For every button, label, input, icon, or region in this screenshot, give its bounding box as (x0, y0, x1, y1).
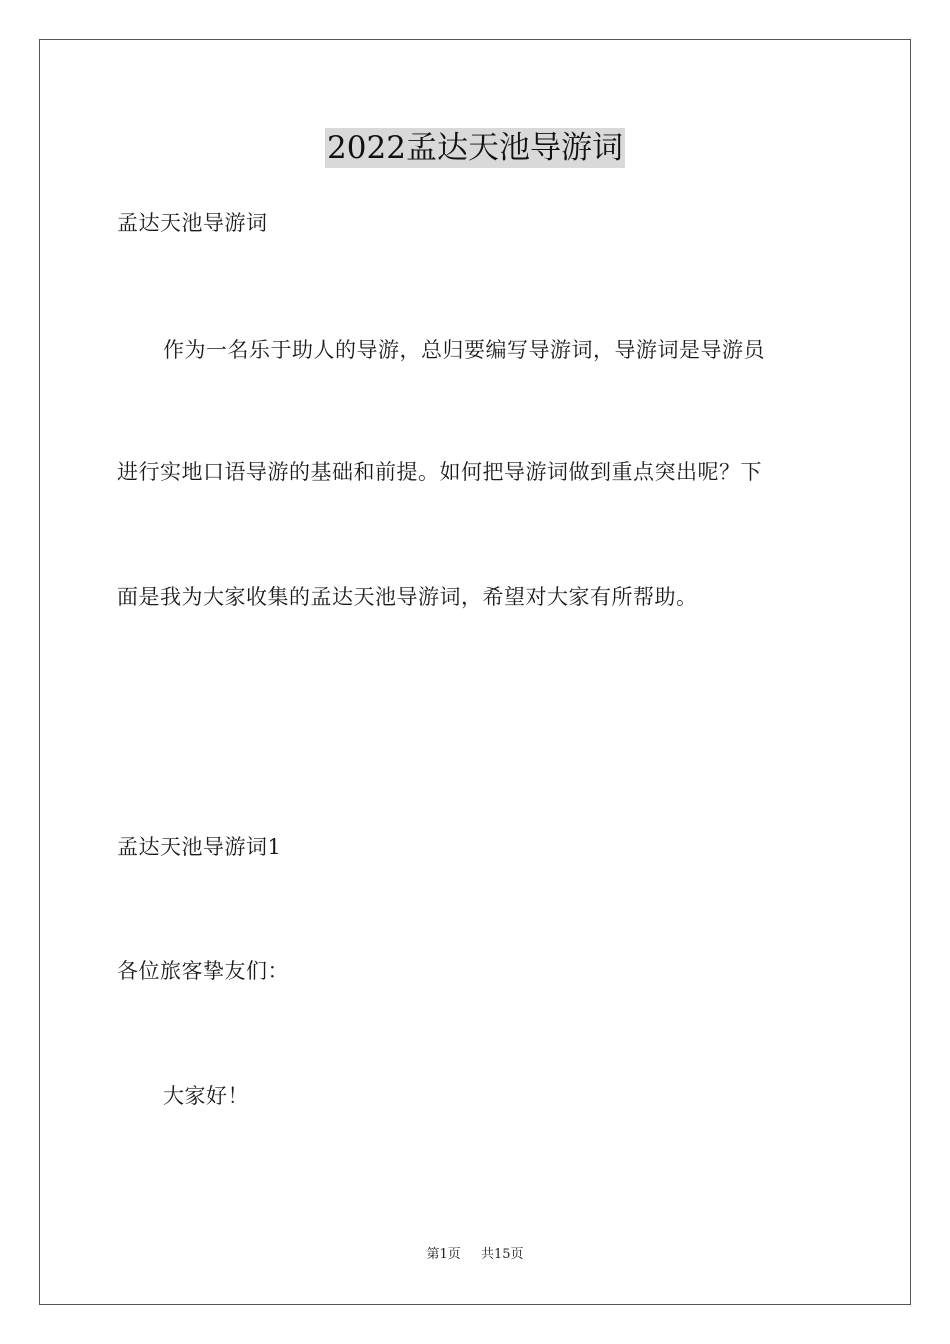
paragraph-line-1: 作为一名乐于助人的导游，总归要编写导游词，导游词是导游员 (163, 338, 765, 362)
page-number-total: 共15页 (480, 1247, 524, 1262)
subtitle-line: 孟达天池导游词 (117, 211, 268, 235)
paragraph-line-2: 进行实地口语导游的基础和前提。如何把导游词做到重点突出呢？下 (117, 460, 762, 484)
title-wrap (0, 128, 950, 168)
greeting-line: 各位旅客挚友们： (117, 959, 289, 983)
paragraph-line-3: 面是我为大家收集的孟达天池导游词，希望对大家有所帮助。 (117, 585, 698, 609)
hello-line: 大家好！ (163, 1084, 249, 1108)
page-number-current: 第1页 (426, 1247, 461, 1262)
page-footer (0, 1246, 950, 1264)
section-heading: 孟达天池导游词1 (117, 835, 282, 859)
document-title: 2022孟达天池导游词 (327, 130, 623, 166)
